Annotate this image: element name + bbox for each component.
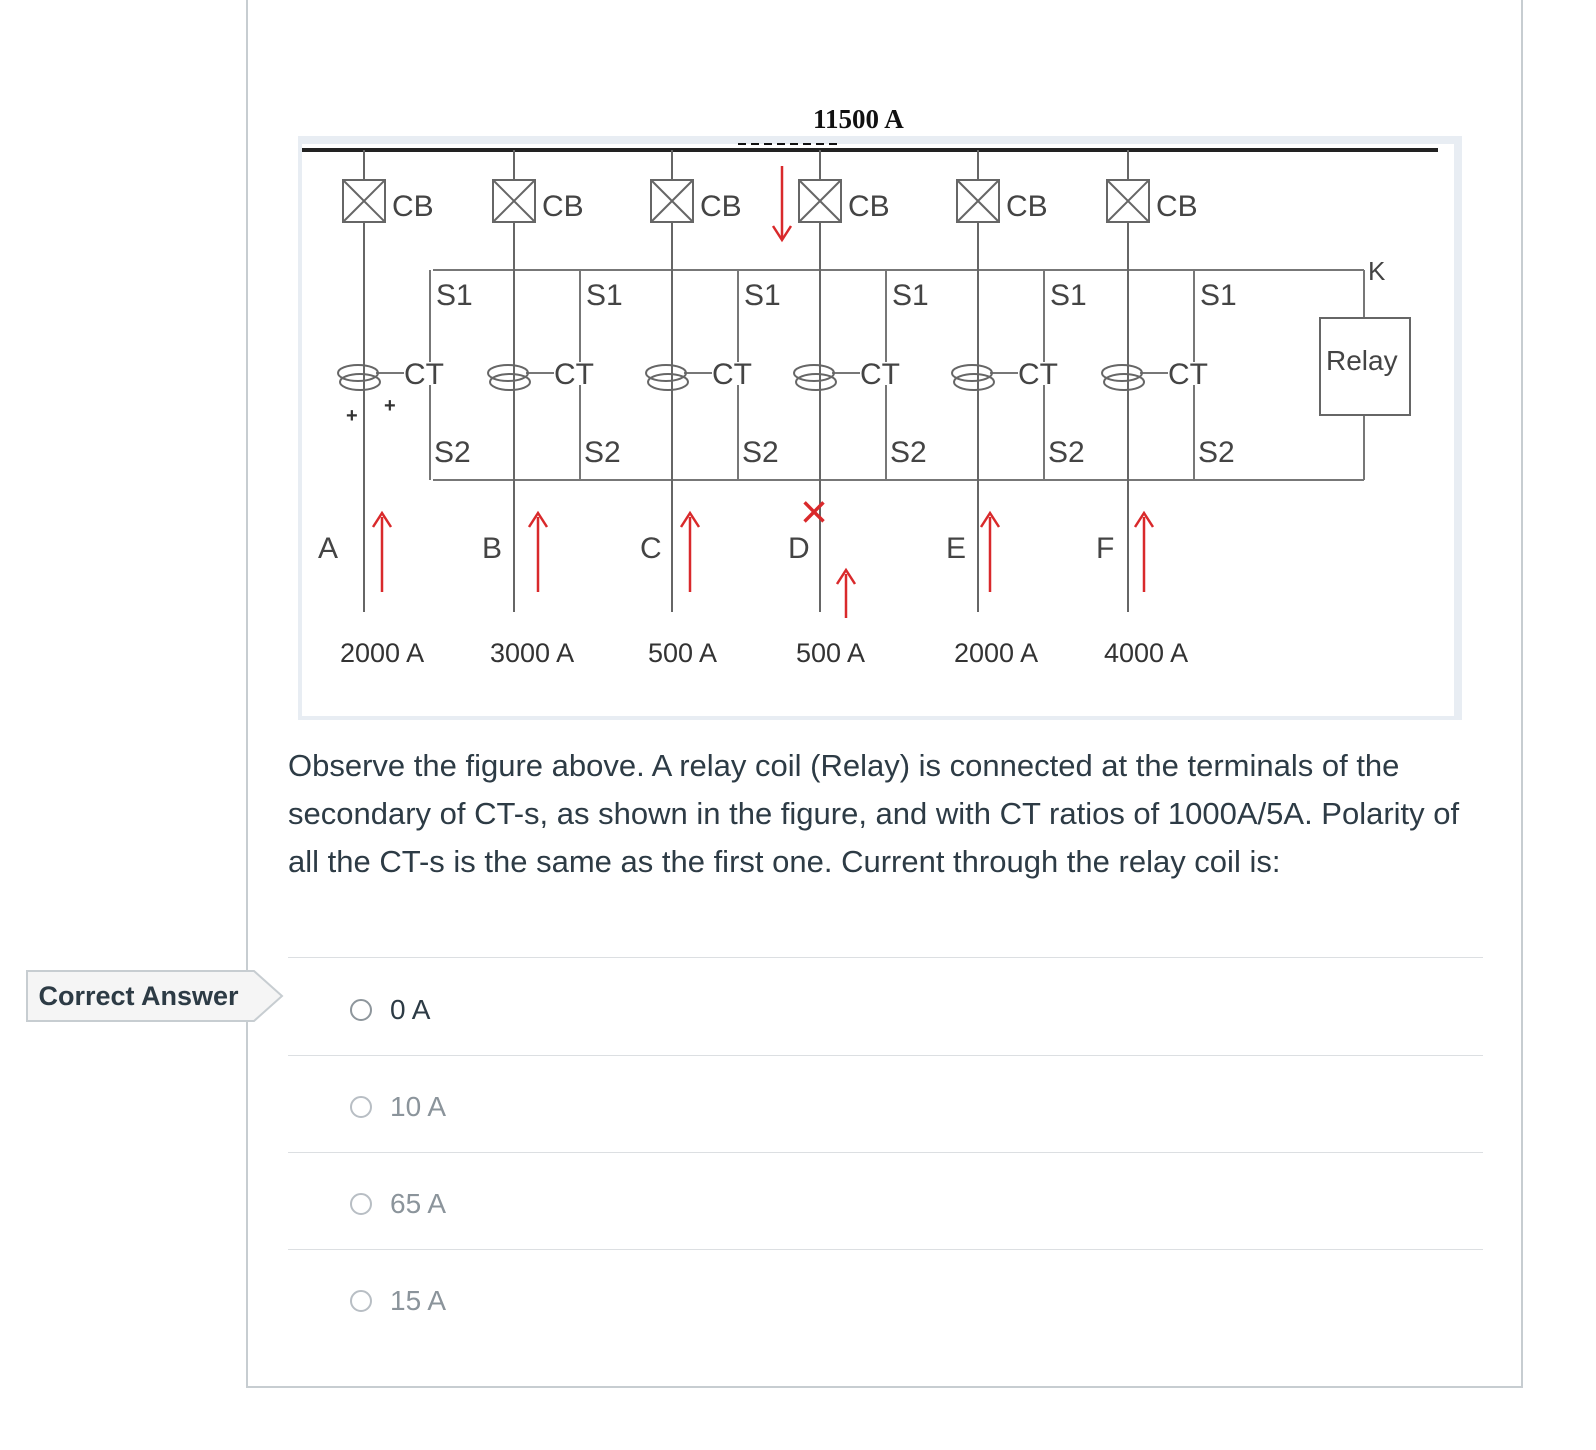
k-label: K [1368,256,1386,286]
radio-icon[interactable] [350,999,372,1021]
s2-label: S2 [434,436,471,469]
ct-label: CT [712,358,752,391]
feeder-name: F [1096,532,1115,565]
feeder-name: D [788,532,810,565]
answer-label: 10 A [390,1091,447,1122]
answer-label: 0 A [390,994,431,1025]
answer-divider [288,957,1483,958]
answer-option-3[interactable] [350,1184,446,1224]
fault-mark: × [800,486,829,539]
feeder-current: 4000 A [1104,638,1189,668]
s2-label: S2 [584,436,621,469]
answer-label: 65 A [390,1188,447,1219]
s1-label: S1 [1050,279,1087,312]
bus-current: 11500 A [813,104,904,134]
s2-label: S2 [1048,436,1085,469]
breaker-label: CB [542,190,584,223]
feeder-name: C [640,532,662,565]
breaker-label: CB [700,190,742,223]
ct-label: CT [404,358,444,391]
breaker-label: CB [392,190,434,223]
answer-label: 15 A [390,1285,447,1316]
correct-answer-badge [26,970,284,1022]
feeder-name: E [946,532,967,565]
question-text: Observe the figure above. A relay coil (Relay) is connected at the terminals of the secondary of CT-s, as shown in the figure, and with CT ratios of 1000A/5A. Polarity of all the CT-s is the same as the first one. Current through the relay coil is: [288,748,1460,879]
answer-divider [288,1152,1483,1153]
ct-label: CT [1018,358,1058,391]
feeder-current: 500 A [796,638,866,668]
feeder-name: B [482,532,503,565]
s1-label: S1 [1200,279,1237,312]
s2-label: S2 [1198,436,1235,469]
relay-label: Relay [1326,345,1398,376]
answer-option-2[interactable] [350,1087,446,1127]
s1-label: S1 [892,279,929,312]
radio-icon[interactable] [350,1290,372,1312]
breaker-label: CB [1156,190,1198,223]
radio-icon[interactable] [350,1096,372,1118]
s1-label: S1 [586,279,623,312]
ct-label: CT [1168,358,1208,391]
feeder-current: 2000 A [954,638,1039,668]
answer-option-1[interactable] [350,990,430,1030]
answer-divider [288,1249,1483,1250]
feeder-current: 2000 A [340,638,425,668]
figure-frame [298,140,1458,720]
circuit-figure [298,100,1478,720]
feeder-current: 500 A [648,638,718,668]
plus-sign-right: + [384,395,396,417]
s1-label: S1 [436,279,473,312]
badge-label: Correct Answer [38,981,239,1011]
s2-label: S2 [742,436,779,469]
plus-sign-left: + [346,405,358,427]
ct-label: CT [860,358,900,391]
feeder-current: 3000 A [490,638,575,668]
s1-label: S1 [744,279,781,312]
answer-option-4[interactable] [350,1281,446,1321]
answer-divider [288,1055,1483,1056]
radio-icon[interactable] [350,1193,372,1215]
feeder-name: A [318,532,339,565]
breaker-label: CB [848,190,890,223]
breaker-label: CB [1006,190,1048,223]
s2-label: S2 [890,436,927,469]
ct-label: CT [554,358,594,391]
